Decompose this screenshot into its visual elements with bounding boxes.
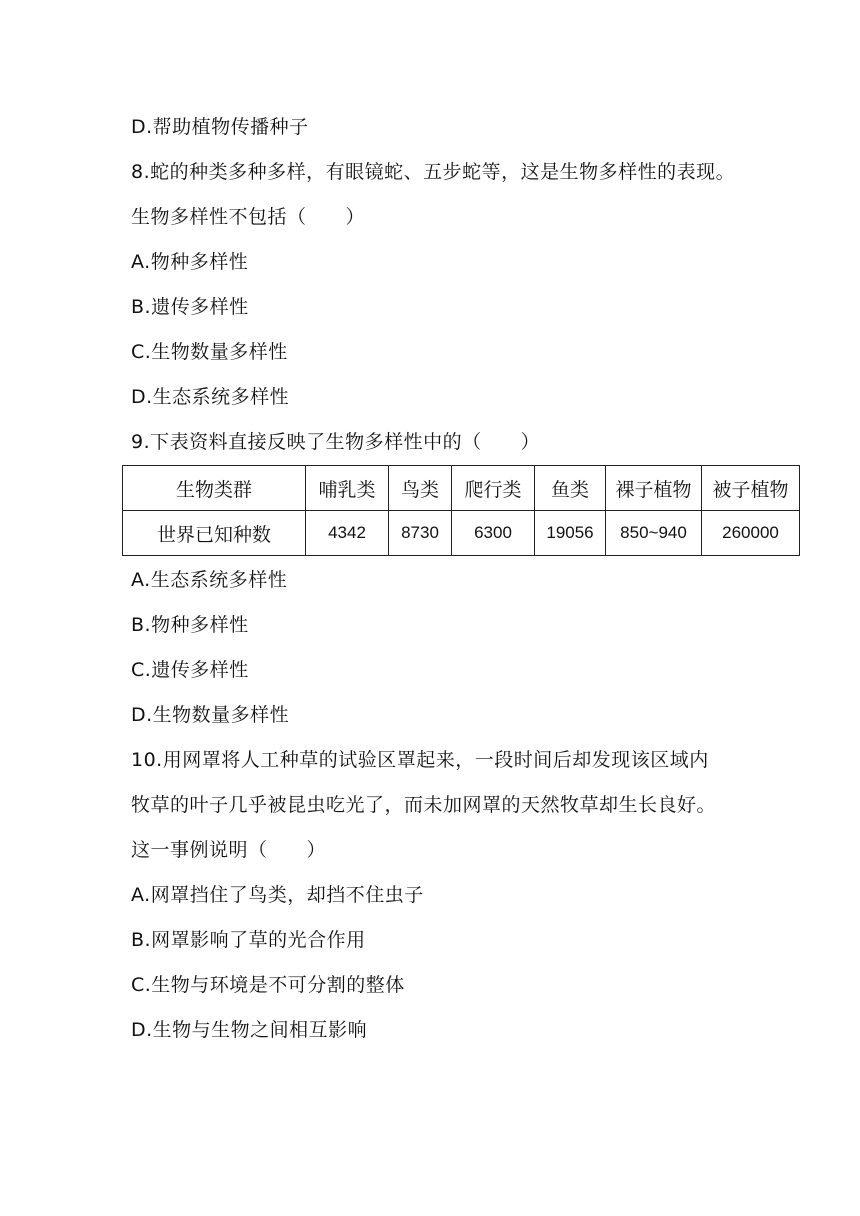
q10-stem-line2: 牧草的叶子几乎被昆虫吃光了，而未加网罩的天然牧草却生长良好。 (131, 794, 717, 816)
q8-stem-line1: 8.蛇的种类多种多样，有眼镜蛇、五步蛇等，这是生物多样性的表现。 (131, 161, 736, 183)
q9-option-a: A.生态系统多样性 (131, 569, 288, 591)
table-cell: 260000 (702, 511, 800, 556)
table-cell: 4342 (306, 511, 389, 556)
q8-stem-line2: 生物多样性不包括（ ） (131, 206, 366, 228)
q8-option-c: C.生物数量多样性 (131, 341, 288, 363)
table-cell: 19056 (535, 511, 606, 556)
q8-option-a: A.物种多样性 (131, 251, 249, 273)
q10-option-d: D.生物与生物之间相互影响 (131, 1019, 368, 1041)
table-cell: 世界已知种数 (123, 511, 306, 556)
table-header-cell: 鸟类 (389, 466, 452, 511)
q9-option-d: D.生物数量多样性 (131, 704, 290, 726)
q9-option-b: B.物种多样性 (131, 614, 249, 636)
table-header-cell: 哺乳类 (306, 466, 389, 511)
q10-option-c: C.生物与环境是不可分割的整体 (131, 974, 405, 996)
table-header-cell: 被子植物 (702, 466, 800, 511)
q9-option-c: C.遗传多样性 (131, 659, 249, 681)
table-header-cell: 裸子植物 (606, 466, 702, 511)
table-cell: 8730 (389, 511, 452, 556)
q8-option-b: B.遗传多样性 (131, 296, 249, 318)
table-header-row (123, 466, 800, 511)
table-header-cell: 爬行类 (452, 466, 535, 511)
q10-stem-line3: 这一事例说明（ ） (131, 839, 327, 861)
table-cell: 6300 (452, 511, 535, 556)
q10-option-a: A.网罩挡住了鸟类，却挡不住虫子 (131, 884, 424, 906)
table-row (123, 511, 800, 556)
q10-option-b: B.网罩影响了草的光合作用 (131, 929, 366, 951)
q7-option-d: D.帮助植物传播种子 (131, 116, 309, 138)
species-count-table (122, 465, 800, 556)
q10-stem-line1: 10.用网罩将人工种草的试验区罩起来，一段时间后却发现该区域内 (131, 749, 709, 771)
table-cell: 850~940 (606, 511, 702, 556)
q9-stem: 9.下表资料直接反映了生物多样性中的（ ） (131, 431, 541, 453)
q8-option-d: D.生态系统多样性 (131, 386, 290, 408)
table-header-cell: 鱼类 (535, 466, 606, 511)
table-header-cell: 生物类群 (123, 466, 306, 511)
